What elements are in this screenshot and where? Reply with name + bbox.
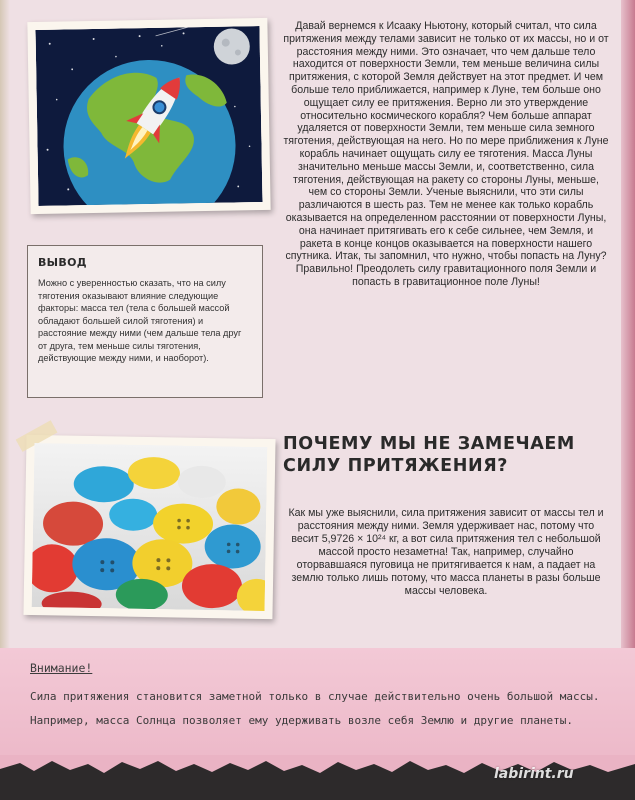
space-illustration-frame bbox=[27, 18, 270, 214]
section-body-text: Как мы уже выяснили, сила притяжения зависит от массы тел и расстояния между ними. Земля удерживает нас, потому что весит 5,9726 × 10²⁴ кг, а вот сила притяжения тел с небольшой массой просто незаметна! Так, например, случайно оторвавшаяся пуговица не притягивается к нам, а падает на землю только лишь потому, что масса планеты в разы больше массы человека. bbox=[288, 507, 604, 597]
section-heading: ПОЧЕМУ МЫ НЕ ЗАМЕЧАЕМ СИЛУ ПРИТЯЖЕНИЯ? bbox=[283, 434, 575, 476]
buttons-photo-frame bbox=[23, 435, 275, 619]
watermark: labirint.ru bbox=[494, 766, 574, 782]
colorful-buttons-image bbox=[32, 443, 268, 611]
conclusion-box bbox=[27, 245, 263, 398]
attention-text: Сила притяжения становится заметной только в случае действительно очень большой массы. Например, масса Солнца позволяет ему удерживать возле себя Землю и другие планеты. bbox=[30, 690, 600, 727]
conclusion-text: Можно с уверенностью сказать, что на силу тяготения оказывают влияние следующие факторы: масса тел (тела с большей массой обладают большей силой тяготения) и расстояние между ними (чем дальше тела друг от друга, тем меньше силы тяготения, действующие между ними, и наоборот). bbox=[38, 278, 242, 363]
earth-rocket-illustration bbox=[35, 26, 262, 206]
buttons-photo bbox=[32, 443, 268, 611]
attention-label: Внимание! bbox=[30, 661, 93, 675]
space-illustration bbox=[35, 26, 262, 206]
conclusion-title: ВЫВОД bbox=[38, 256, 87, 269]
main-body-text: Давай вернемся к Исааку Ньютону, который считал, что сила притяжения между телами зависит не только от их массы, но и от расстояния между ними. Это означает, что чем дальше тело находится от поверхности Земли, тем меньше величина силы притяжения, с которой Земля действует на этот предмет. И чем больше тело приближается, например к Луне, тем больше оно ощущает силу ее притяжения. Верно ли это утверждение относительно космического корабля? Чем больше аппарат удаляется от поверхности Земли, тем меньше сила земного тяготения, действующая на него. Но по мере приближения к Луне корабль начинает ощущать силу ее тяготения. Масса Луны значительно меньше массы Земли, и, соответственно, сила тяготения, действующая на ракету со стороны Луны, меньше, чем со стороны Земли. Ученые выяснили, что эти силы различаются в шесть раз. Тем не менее как только корабль оказывается на определенном расстоянии от поверхности Луны, она начинает притягивать его к себе сильнее, чем Земля, и ракета в конце концов оказывается на поверхности нашего спутника. Итак, ты запомнил, что нужно, чтобы попасть на Луну? Правильно! Преодолеть силу гравитационного поля Земли и попасть в гравитационное поле Луны! bbox=[283, 20, 609, 288]
